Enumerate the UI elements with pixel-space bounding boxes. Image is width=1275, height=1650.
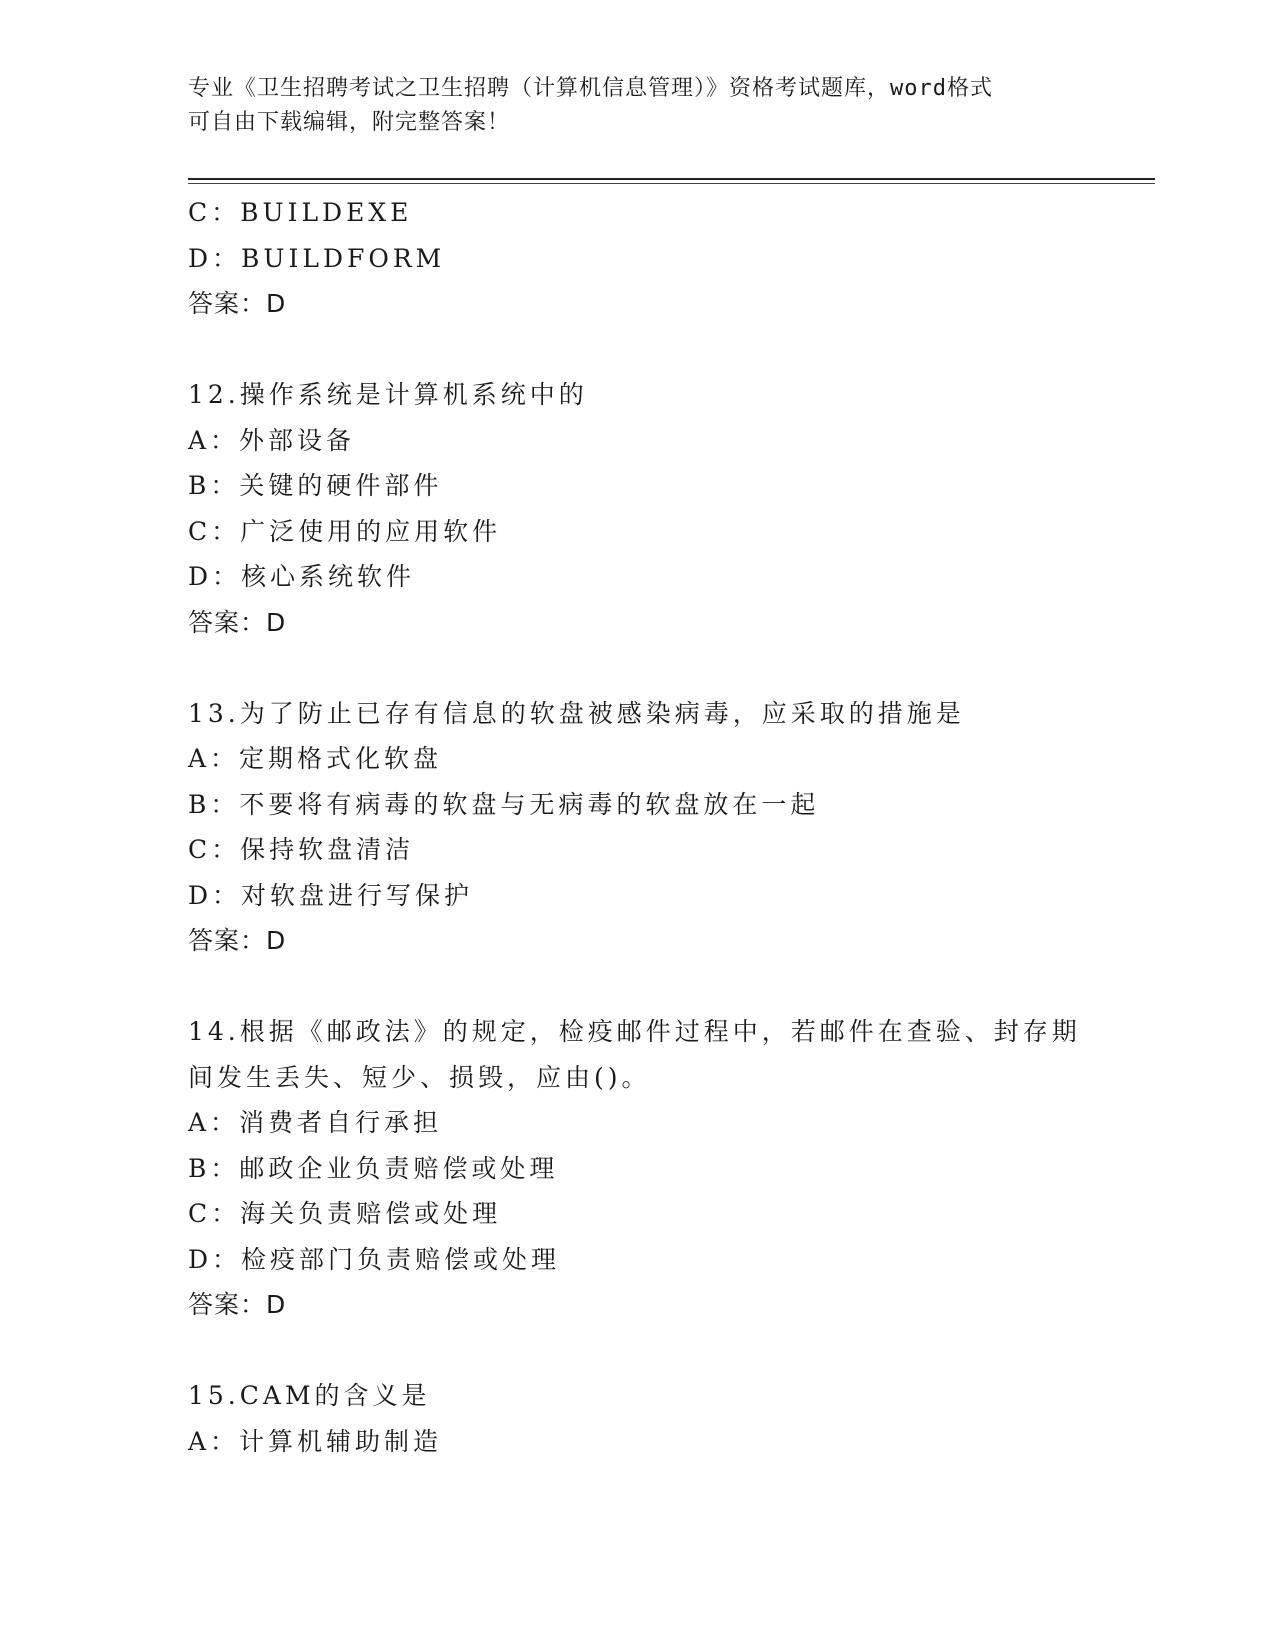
spacer [188,964,1148,1010]
option-a: A：外部设备 [188,425,356,455]
option-c: C：保持软盘清洁 [188,835,415,864]
header-line-1: 专业《卫生招聘考试之卫生招聘（计算机信息管理）》资格考试题库，word格式 [188,76,993,101]
option-d: D：BUILDFORM [188,243,446,273]
option-a: A：计算机辅助制造 [188,1426,443,1456]
option-d: D：核心系统软件 [188,562,416,591]
answer: 答案：D [188,1290,287,1319]
option-b: B：关键的硬件部件 [188,471,443,500]
spacer [188,1328,1148,1374]
question-stem: 12.操作系统是计算机系统中的 [188,380,588,409]
option-c: C：BUILDEXE [188,198,413,227]
answer: 答案：D [188,607,287,637]
header-line-2: 可自由下载编辑，附完整答案！ [188,110,511,135]
document-header [188,72,1088,140]
question-stem: 15.CAM的含义是 [188,1381,431,1410]
option-b: B：不要将有病毒的软盘与无病毒的软盘放在一起 [188,789,820,819]
option-c: C：海关负责赔偿或处理 [188,1199,502,1228]
question-stem-continued: 间发生丢失、短少、损毁，应由()。 [188,1062,651,1092]
spacer [188,327,1148,373]
question-14 [188,1009,1148,1328]
option-d: D：检疫部门负责赔偿或处理 [188,1244,561,1274]
option-d: D：对软盘进行写保护 [188,880,474,910]
header-rule-thick [188,178,1155,180]
header-rule-thin [188,183,1155,184]
option-c: C：广泛使用的应用软件 [188,516,502,546]
option-a: A：定期格式化软盘 [188,744,443,773]
option-b: B：邮政企业负责赔偿或处理 [188,1153,559,1183]
question-list [188,190,1148,1464]
question-12 [188,372,1148,645]
answer: 答案：D [188,926,287,955]
question-15 [188,1373,1148,1464]
answer: 答案：D [188,289,287,318]
question-stem: 14.根据《邮政法》的规定，检疫邮件过程中，若邮件在查验、封存期 [188,1017,1081,1046]
question-13 [188,691,1148,964]
question-stem: 13.为了防止已存有信息的软盘被感染病毒，应采取的措施是 [188,698,965,728]
option-a: A：消费者自行承担 [188,1108,443,1137]
spacer [188,645,1148,691]
